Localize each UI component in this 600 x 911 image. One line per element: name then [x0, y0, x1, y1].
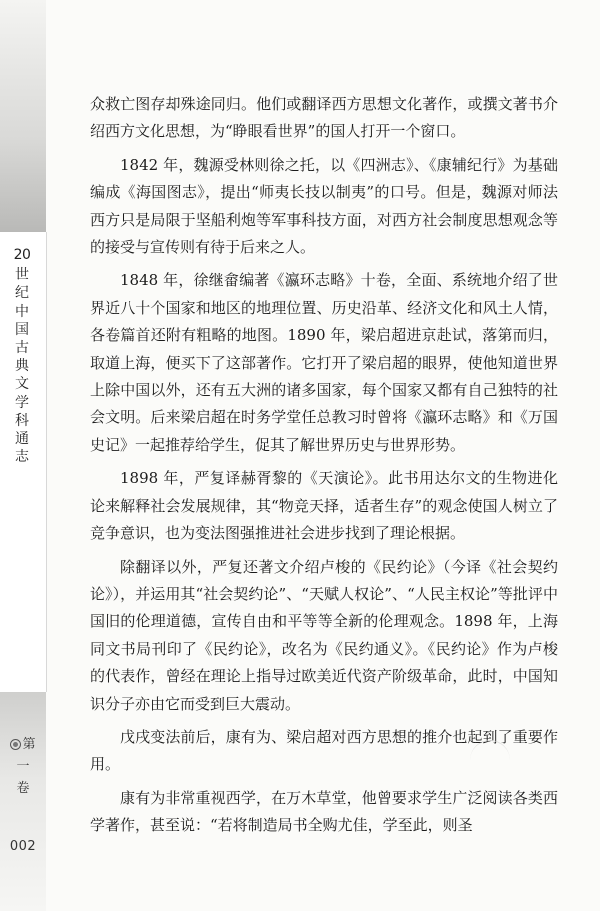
volume-number: 一: [16, 759, 30, 774]
sidebar: [0, 0, 46, 911]
sidebar-top-gradient: [0, 0, 46, 232]
page-number: 002: [9, 839, 37, 854]
paragraph: 众救亡图存却殊途同归。他们或翻译西方思想文化著作，或撰文著书介绍西方文化思想，为“睁眼看世界”的国人打开一个窗口。: [90, 95, 558, 141]
volume-mark: [6, 734, 40, 800]
series-title: [10, 246, 34, 466]
volume-prefix: 第: [22, 737, 36, 752]
series-title-text: 世纪中国古典文学科通志: [15, 267, 29, 466]
paragraph: 1848 年，徐继畲编著《瀛环志略》十卷，全面、系统地介绍了世界近八十个国家和地区的地理位置、历史沿革、经济文化和风土人情，各卷篇首还附有粗略的地图。1890 年，梁启超进京赴试，落第而归，取道上海，便买下了这部著作。它打开了梁启超的眼界，使他知道世界上除中国以外，还有五大洲的诸多国家，每个国家又都有自己独特的社会文明。后来梁启超在时务学堂任总教习时曾将《瀛环志略》和《万国史记》一起推荐给学生，促其了解世界历史与世界形势。: [90, 271, 558, 454]
paragraph: 1842 年，魏源受林则徐之托，以《四洲志》、《康辅纪行》为基础编成《海国图志》，提出“师夷长技以制夷”的口号。但是，魏源对师法西方只是局限于坚船利炮等军事科技方面，对西方社会制度思想观念等的接受与宣传则有待于后来之人。: [90, 155, 558, 257]
paragraph: 康有为非常重视西学，在万木草堂，他曾要求学生广泛阅读各类西学著作，甚至说：“若将制造局书全购尤佳，学至此，则圣: [90, 788, 558, 835]
bullet-circle-icon: [10, 739, 21, 750]
volume-suffix: 卷: [16, 781, 30, 796]
paragraph: 戊戌变法前后，康有为、梁启超对西方思想的推介也起到了重要作用。: [90, 727, 558, 774]
series-number: 20: [13, 247, 31, 263]
sidebar-bottom-gradient: [0, 692, 46, 911]
paragraph: 1898 年，严复译赫胥黎的《天演论》。此书用达尔文的生物进化论来解释社会发展规律，其“物竞天择，适者生存”的观念使国人树立了竞争意识，也为变法图强推进社会进步找到了理论根据。: [90, 469, 558, 543]
paragraph: 除翻译以外，严复还著文介绍卢梭的《民约论》（今译《社会契约论》），并运用其“社会契约论”、“天赋人权论”、“人民主权论”等批评中国旧的伦理道德，宣传自由和平等等全新的伦理观念。1898 年，上海同文书局刊印了《民约论》，改名为《民约通义》。《民约论》作为卢梭的代表作，曾经在理论上指导过欧美近代资产阶级革命，此时，中国知识分子亦由它而受到巨大震动。: [90, 557, 558, 713]
body-text: [90, 91, 558, 846]
